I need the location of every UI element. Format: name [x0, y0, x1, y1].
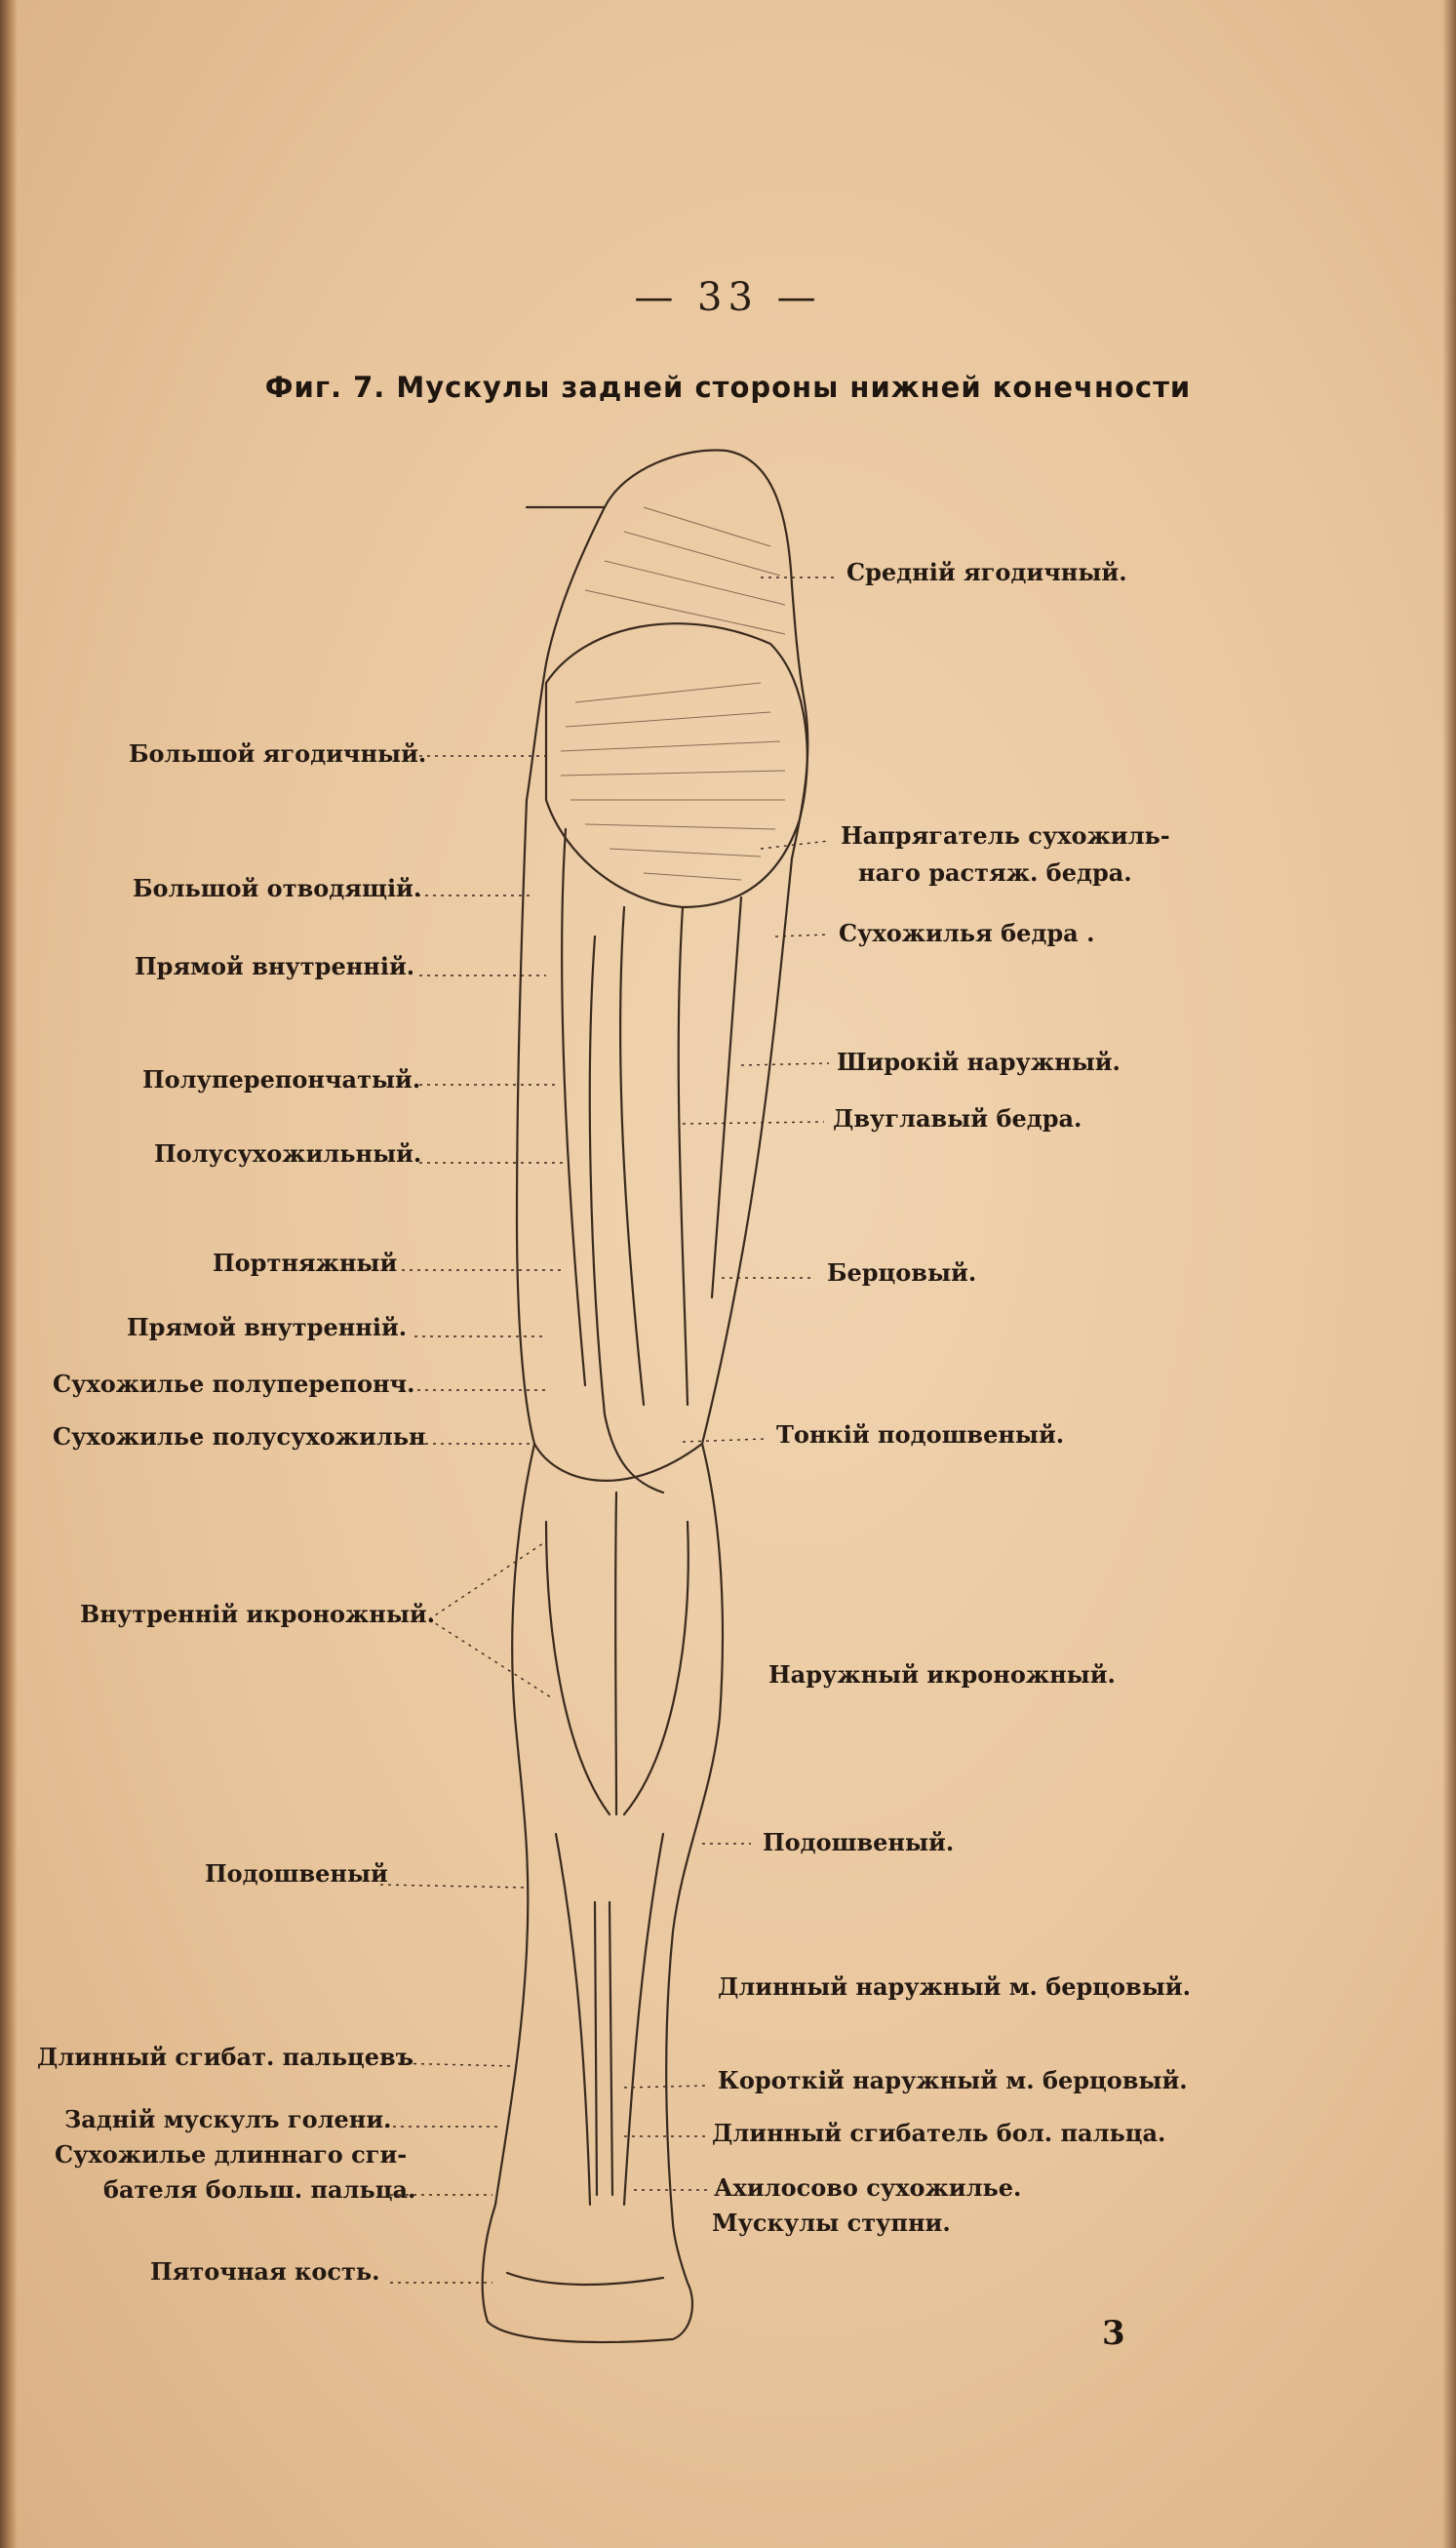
label-korotkiy-naruzhny-bertsovy: Короткій наружный м. берцовый.: [718, 2066, 1188, 2094]
label-zadniy-muskul-goleni: Задній мускулъ голени.: [64, 2105, 392, 2133]
label-napryagatel-line2: наго растяж. бедра.: [858, 858, 1132, 887]
label-vnutrenniy-ikronozhny: Внутренній икроножный.: [80, 1600, 436, 1628]
label-sukhozhilya-bedra: Сухожилья бедра .: [839, 919, 1095, 947]
label-sukhozhilye-poluperepontch: Сухожилье полуперепонч.: [53, 1370, 415, 1398]
label-bolshoy-yagodichny: Большой ягодичный.: [129, 739, 427, 768]
label-sukhozhilye-dlinnago-line1: Сухожилье длиннаго сги-: [55, 2140, 408, 2169]
label-dlinny-sgibat-paltsev: Длинный сгибат. пальцевъ: [37, 2043, 414, 2071]
label-muskuly-stupni: Мускулы ступни.: [712, 2209, 951, 2237]
label-dlinny-sgibatel-bol-paltsa: Длинный сгибатель бол. пальца.: [712, 2119, 1166, 2147]
label-pryamoy-vnutrenniy-2: Прямой внутренній.: [127, 1313, 408, 1341]
page-number: — 33 —: [634, 275, 822, 320]
label-dlinny-naruzhny-bertsovy: Длинный наружный м. берцовый.: [718, 1972, 1191, 2001]
label-pryamoy-vnutrenniy-1: Прямой внутренній.: [135, 952, 415, 980]
label-dvuglavy-bedra: Двуглавый бедра.: [833, 1104, 1082, 1133]
figure-title: Фиг. 7. Мускулы задней стороны нижней конечности: [264, 371, 1192, 404]
label-bolshoy-otvodyashchiy: Большой отводящій.: [133, 874, 422, 902]
label-akhilosovo-sukhozhilye: Ахилосово сухожилье.: [714, 2173, 1022, 2202]
label-naruzhny-ikronozhny: Наружный икроножный.: [768, 1660, 1116, 1689]
label-portnyazhny: Портняжный: [213, 1249, 398, 1277]
sheet-signature-number: 3: [1102, 2314, 1125, 2353]
label-sredniy-yagodichny: Средній ягодичный.: [846, 558, 1127, 586]
label-bertsovy: Берцовый.: [827, 1258, 977, 1287]
label-tonkiy-podoshveny: Тонкій подошвеный.: [776, 1420, 1065, 1449]
label-poluperepontchaty: Полуперепончатый.: [142, 1065, 421, 1094]
label-shirokiy-naruzhny: Широкій наружный.: [837, 1048, 1121, 1076]
label-pyatochnaya-kost: Пяточная кость.: [150, 2257, 380, 2286]
label-podoshveny-right: Подошвеный.: [763, 1828, 955, 1856]
label-polusukhozhilny: Полусухожильный.: [154, 1139, 422, 1168]
label-sukhozhilye-dlinnago-line2: бателя больш. пальца.: [103, 2175, 416, 2204]
label-sukhozhilye-polusukhozhiln: Сухожилье полусухожильн: [53, 1422, 426, 1451]
label-podoshveny-left: Подошвеный: [205, 1859, 388, 1888]
label-napryagatel-line1: Напрягатель сухожиль-: [841, 821, 1170, 850]
